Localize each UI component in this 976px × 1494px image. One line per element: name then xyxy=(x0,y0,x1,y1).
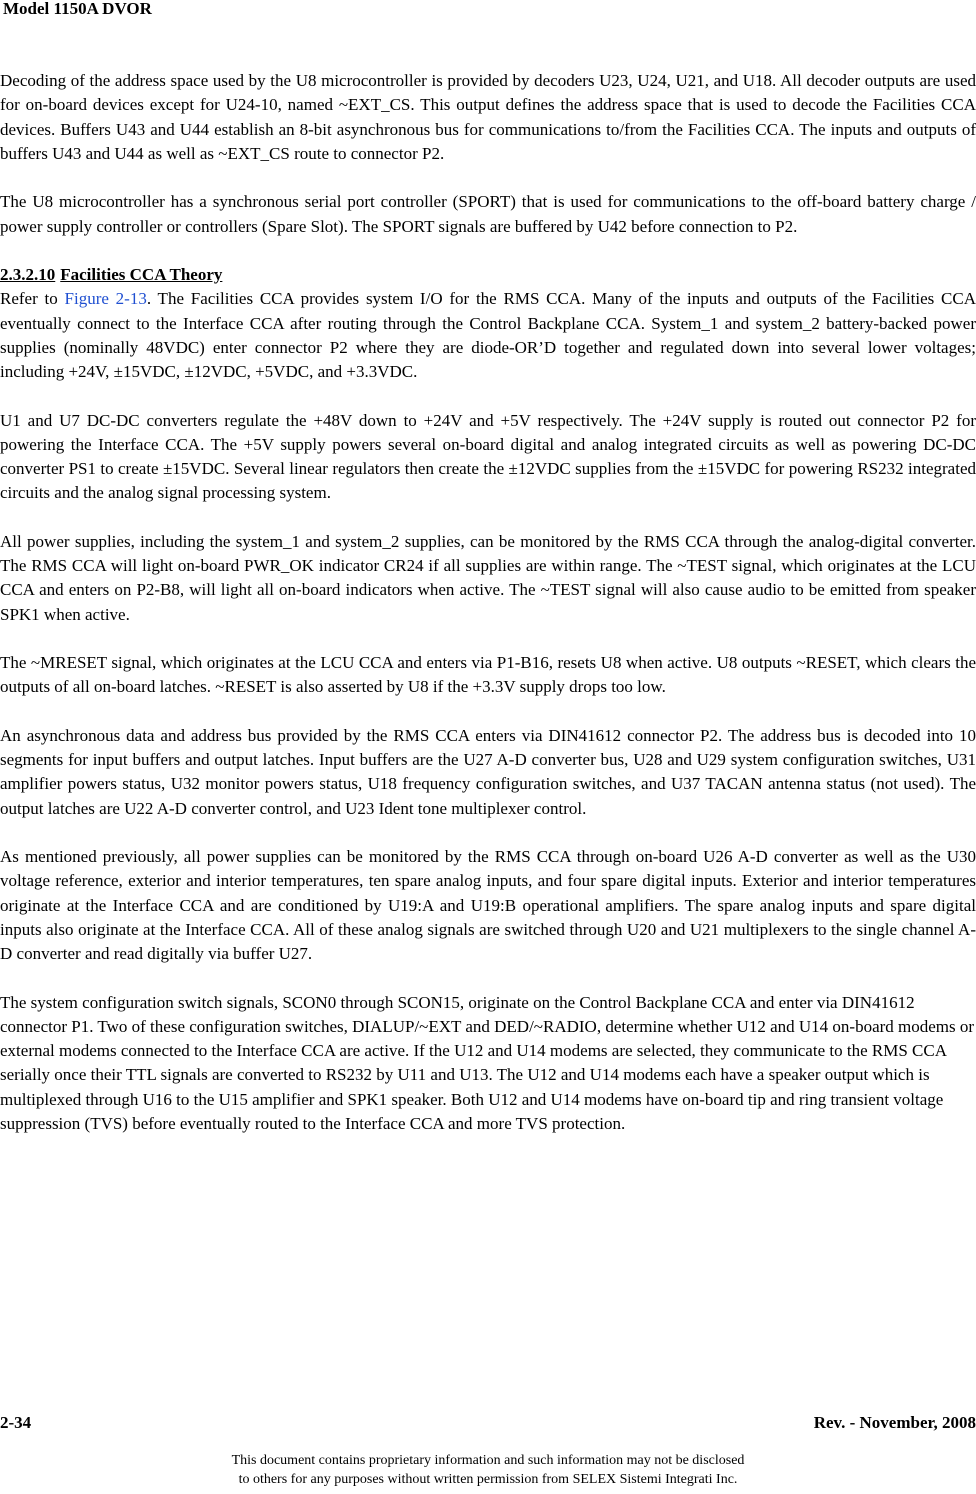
document-body xyxy=(0,69,976,1160)
paragraph-prefix: Refer to xyxy=(0,289,65,309)
paragraph-power-monitoring: All power supplies, including the system_1 and system_2 supplies, can be monitored by the RMS CCA through the analog-digital converter. The RMS CCA will light on-board PWR_OK indicator CR24 if all supplies are within range. The ~TEST signal, which originates at the LCU CCA and enters on P2-B8, will light all on-board indicators when active. The ~TEST signal will also cause audio to be emitted from speaker SPK1 when active. xyxy=(0,531,976,624)
notice-line-1: This document contains proprietary information and such information may not be disclosed xyxy=(231,1453,745,1468)
paragraph-mreset-signal: The ~MRESET signal, which originates at the LCU CCA and enters via P1-B16, resets U8 when active. U8 outputs ~RESET, which clears the outputs of all on-board latches. ~RESET is also asserted by U8 if the +3.3V supply drops too low. xyxy=(0,653,976,697)
figure-2-13-link[interactable]: Figure 2-13 xyxy=(64,289,147,309)
document-header-title: Model 1150A DVOR xyxy=(3,0,152,18)
paragraph-async-bus: An asynchronous data and address bus provided by the RMS CCA enters via DIN41612 connector P2. The address bus is decoded into 10 segments for input buffers and output latches. Input buffers are the U27 A-D converter bus, U28 and U29 system configuration switches, U31 amplifier powers status, U32 monitor powers status, U18 frequency configuration switches, and U37 TACAN antenna status (not used). The output latches are U22 A-D converter control, and U23 Ident tone multiplexer control. xyxy=(0,725,976,818)
revision-date: Rev. - November, 2008 xyxy=(813,1413,976,1432)
paragraph-facilities-cca-overview xyxy=(0,287,976,384)
paragraph-sport-controller: The U8 microcontroller has a synchronous serial port controller (SPORT) that is used for communications to the off-board battery charge / power supply controller or controllers (Spare Slot). The SPORT signals are buffered by U42 before connection to P2. xyxy=(0,192,976,236)
proprietary-notice xyxy=(0,1451,976,1489)
section-heading xyxy=(0,263,976,287)
section-title: Facilities CCA Theory xyxy=(60,265,223,284)
notice-line-2: to others for any purposes without written permission from SELEX Sistemi Integrati Inc. xyxy=(238,1472,738,1487)
paragraph-address-decoding: Decoding of the address space used by the U8 microcontroller is provided by decoders U23, U24, U21, and U18. All decoder outputs are used for on-board devices except for U24-10, named ~EXT_CS. This output defines the address space that is used to decode the Facilities CCA devices. Buffers U43 and U44 establish an 8-bit asynchronous bus for communications to/from the Facilities CCA. The inputs and outputs of buffers U43 and U44 as well as ~EXT_CS route to connector P2. xyxy=(0,71,976,163)
paragraph-rest: . The Facilities CCA provides system I/O for the RMS CCA. Many of the inputs and outputs of the Facilities CCA eventually connect to the Interface CCA after routing through the Control Backplane CCA. System_1 and system_2 battery-backed power supplies (nominally 48VDC) enter connector P2 where they are diode-OR’D together and regulated down into several lower voltages; including +24V, ±15VDC, ±12VDC, +5VDC, and +3.3VDC. xyxy=(0,289,976,381)
section-number: 2.3.2.10 xyxy=(0,265,56,284)
page-number: 2-34 xyxy=(0,1413,32,1432)
paragraph-configuration-switches: The system configuration switch signals, SCON0 through SCON15, originate on the Control Backplane CCA and enter via DIN41612 connector P1. Two of these configuration switches, DIALUP/~EXT and DED/~RADIO, determine whether U12 and U14 on-board modems or external modems connected to the Interface CCA are active. If the U12 and U14 modems are selected, they communicate to the RMS CCA serially once their TTL signals are converted to RS232 by U11 and U13. The U12 and U14 modems each have a speaker output which is multiplexed through U16 to the U15 amplifier and SPK1 speaker. Both U12 and U14 modems have on-board tip and ring transient voltage suppression (TVS) before eventually routed to the Interface CCA and more TVS protection. xyxy=(0,992,975,1133)
paragraph-dc-dc-converters: U1 and U7 DC-DC converters regulate the +48V down to +24V and +5V respectively. The +24V supply is routed out connector P2 for powering the Interface CCA. The +5V supply powers several on-board digital and analog integrated circuits as well as powering DC-DC converter PS1 to create ±15VDC. Several linear regulators then create the ±12VDC supplies from the ±15VDC for powering RS232 integrated circuits and the analog signal processing system. xyxy=(0,410,976,503)
paragraph-analog-monitoring: As mentioned previously, all power supplies can be monitored by the RMS CCA through on-board U26 A-D converter as well as the U30 voltage reference, exterior and interior temperatures, ten spare analog inputs, and four spare digital inputs. Exterior and interior temperatures originate at the Interface CCA and are conditioned by U19:A and U19:B operational amplifiers. The spare analog inputs and spare digital inputs also originate at the Interface CCA. All of these analog signals are switched through U20 and U21 multiplexers to the single channel A-D converter and read digitally via buffer U27. xyxy=(0,847,976,963)
